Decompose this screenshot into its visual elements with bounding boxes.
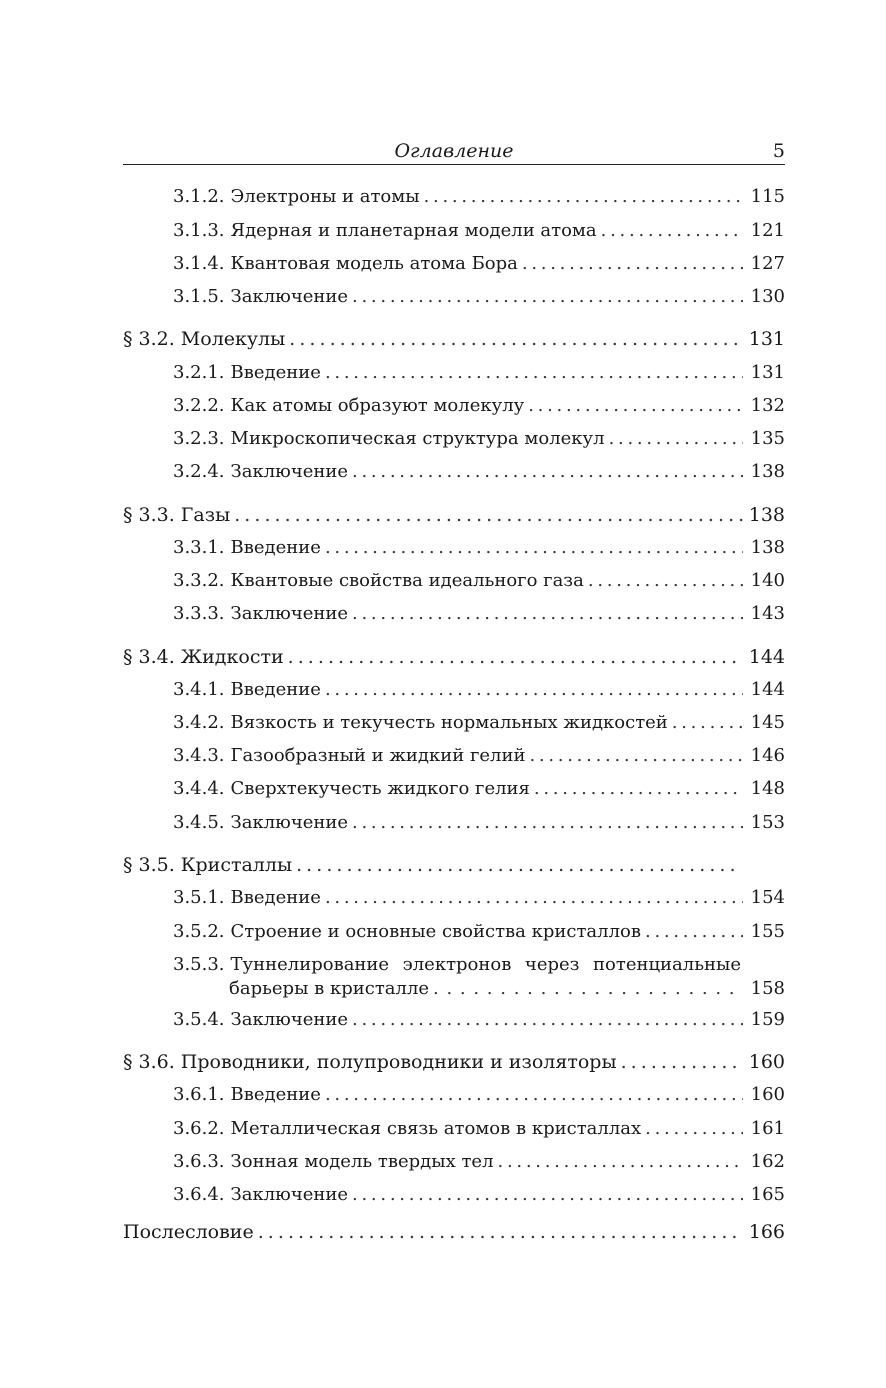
entry-number: 3.5.4. [173, 1009, 225, 1030]
toc-section[interactable] [123, 1221, 785, 1243]
entry-title: Заключение [230, 286, 349, 307]
entry-number: 3.4.2. [173, 712, 225, 733]
dot-leader [325, 887, 743, 909]
page-number: 5 [772, 140, 785, 162]
entry-number: 3.5.2. [173, 921, 225, 942]
toc-entry[interactable] [173, 395, 785, 417]
dot-leader [645, 1118, 743, 1140]
dot-leader [296, 854, 741, 876]
toc-entry[interactable] [173, 186, 785, 208]
entry-page: 145 [750, 712, 785, 733]
section-page: 144 [748, 646, 785, 668]
dot-leader [645, 921, 743, 943]
dot-leader [289, 328, 743, 350]
entry-page: 135 [750, 428, 785, 449]
toc-section[interactable] [123, 328, 785, 350]
entry-page: 144 [750, 679, 785, 700]
entry-number: 3.1.2. [173, 186, 225, 207]
dot-leader [352, 461, 743, 483]
entry-title: Как атомы образуют молекулу [230, 395, 525, 416]
entry-page: 161 [750, 1118, 785, 1139]
entry-page: 140 [750, 570, 785, 591]
entry-number: 3.2.2. [173, 395, 225, 416]
entry-title: Ядерная и планетарная модели атома [230, 220, 597, 241]
toc-entry[interactable] [173, 1118, 785, 1140]
section-title: Молекулы [180, 328, 286, 350]
entry-number: 3.1.5. [173, 286, 225, 307]
entry-title: Квантовые свойства идеального газа [230, 570, 584, 591]
entry-page: 115 [750, 186, 785, 207]
toc-section[interactable] [123, 646, 785, 668]
section-page: 160 [748, 1051, 785, 1073]
entry-page: 158 [750, 978, 785, 999]
entry-title-line-2: барьеры в кристалле [229, 978, 430, 999]
toc-section[interactable] [123, 504, 785, 526]
toc-entry[interactable] [173, 570, 785, 592]
section-number: § 3.2. [123, 328, 175, 350]
entry-title: Введение [230, 362, 321, 383]
dot-leader [352, 1009, 743, 1031]
entry-page: 130 [750, 286, 785, 307]
entry-title-line-1: Туннелирование электронов через потенциальные [230, 954, 741, 975]
entry-title: Заключение [230, 461, 349, 482]
toc-entry[interactable] [173, 286, 785, 308]
entry-page: 162 [750, 1151, 785, 1172]
entry-page: 159 [750, 1009, 785, 1030]
toc-entry[interactable] [173, 1084, 785, 1106]
entry-number: 3.4.3. [173, 745, 225, 766]
toc-entry[interactable] [173, 1009, 785, 1031]
dot-leader [352, 812, 743, 834]
entry-title: Заключение [230, 1184, 349, 1205]
toc-entry[interactable] [173, 887, 785, 909]
entry-page: 143 [750, 603, 785, 624]
entry-number: 3.4.4. [173, 778, 225, 799]
entry-page: 165 [750, 1184, 785, 1205]
entry-number: 3.6.4. [173, 1184, 225, 1205]
toc-section[interactable] [123, 854, 785, 876]
section-number: § 3.3. [123, 504, 175, 526]
section-page: 131 [748, 328, 785, 350]
section-number: § 3.4. [123, 646, 175, 668]
section-number: § 3.6. [123, 1051, 175, 1073]
dot-leader [352, 603, 743, 625]
section-title: Послесловие [123, 1221, 254, 1243]
dot-leader [325, 537, 743, 559]
entry-number: 3.6.2. [173, 1118, 225, 1139]
section-title: Жидкости [180, 646, 284, 668]
entry-title: Газообразный и жидкий гелий [230, 745, 526, 766]
entry-title: Строение и основные свойства кристаллов [230, 921, 641, 942]
dot-leader [498, 1151, 743, 1173]
page-title: Оглавление [394, 140, 514, 162]
entry-number: 3.3.1. [173, 537, 225, 558]
entry-page: 132 [750, 395, 785, 416]
entry-title: Введение [230, 1084, 321, 1105]
entry-page: 155 [750, 921, 785, 942]
entry-title: Сверхтекучесть жидкого гелия [230, 778, 530, 799]
section-number: § 3.5. [123, 854, 175, 876]
dot-leader [528, 395, 743, 417]
dot-leader [588, 570, 743, 592]
entry-title: Зонная модель твердых тел [230, 1151, 494, 1172]
entry-title: Введение [230, 887, 321, 908]
entry-page: 160 [750, 1084, 785, 1105]
entry-page: 146 [750, 745, 785, 766]
entry-page: 153 [750, 812, 785, 833]
entry-page: 138 [750, 537, 785, 558]
section-page: 138 [748, 504, 785, 526]
entry-title: Вязкость и текучесть нормальных жидкостей [230, 712, 668, 733]
dot-leader [234, 504, 743, 526]
dot-leader [621, 1051, 743, 1073]
entry-number: 3.5.3. [173, 954, 225, 975]
dot-leader [609, 428, 743, 450]
toc-entry[interactable] [173, 537, 785, 559]
section-title: Проводники, полупроводники и изоляторы [180, 1051, 617, 1073]
toc-entry[interactable] [173, 921, 785, 943]
dot-leader [424, 186, 743, 208]
running-header [123, 140, 785, 165]
toc-entry[interactable] [173, 362, 785, 384]
dot-leader [325, 679, 743, 701]
toc-entry[interactable] [173, 1184, 785, 1206]
dot-leader [433, 978, 743, 1000]
entry-number: 3.1.4. [173, 253, 225, 274]
entry-number: 3.4.1. [173, 679, 225, 700]
entry-page: 131 [750, 362, 785, 383]
section-title: Кристаллы [180, 854, 293, 876]
entry-page: 121 [750, 220, 785, 241]
dot-leader [672, 712, 743, 734]
toc-entry[interactable] [173, 603, 785, 625]
toc-entry[interactable] [173, 778, 785, 800]
entry-title: Введение [230, 537, 321, 558]
toc-section[interactable] [123, 1051, 785, 1073]
entry-title: Заключение [230, 1009, 349, 1030]
dot-leader [534, 778, 743, 800]
toc-entry[interactable] [173, 954, 785, 1000]
toc-entry[interactable] [173, 745, 785, 767]
toc-entry[interactable] [173, 428, 785, 450]
toc-entry[interactable] [173, 812, 785, 834]
dot-leader [325, 1084, 743, 1106]
toc-entry[interactable] [173, 679, 785, 701]
toc-entry[interactable] [173, 220, 785, 242]
dot-leader [325, 362, 743, 384]
entry-page: 154 [750, 887, 785, 908]
dot-leader [352, 286, 743, 308]
entry-page: 148 [750, 778, 785, 799]
toc-entry[interactable] [173, 712, 785, 734]
entry-number: 3.6.3. [173, 1151, 225, 1172]
entry-number: 3.3.2. [173, 570, 225, 591]
entry-title: Металлическая связь атомов в кристаллах [230, 1118, 642, 1139]
entry-page: 127 [750, 253, 785, 274]
entry-number: 3.2.4. [173, 461, 225, 482]
dot-leader [601, 220, 743, 242]
dot-leader [352, 1184, 743, 1206]
dot-leader [288, 646, 743, 668]
entry-title: Введение [230, 679, 321, 700]
entry-number: 3.2.1. [173, 362, 225, 383]
entry-page: 138 [750, 461, 785, 482]
dot-leader [258, 1221, 743, 1243]
entry-number: 3.1.3. [173, 220, 225, 241]
entry-title: Заключение [230, 603, 349, 624]
dot-leader [529, 745, 743, 767]
entry-title: Микроскопическая структура молекул [230, 428, 605, 449]
entry-title: Заключение [230, 812, 349, 833]
toc-entry[interactable] [173, 1151, 785, 1173]
section-page: 166 [748, 1221, 785, 1243]
section-title: Газы [180, 504, 231, 526]
entry-number: 3.6.1. [173, 1084, 225, 1105]
toc-entry[interactable] [173, 461, 785, 483]
entry-title: Квантовая модель атома Бора [230, 253, 518, 274]
entry-number: 3.5.1. [173, 887, 225, 908]
dot-leader [522, 253, 743, 275]
entry-title: Электроны и атомы [230, 186, 420, 207]
entry-number: 3.3.3. [173, 603, 225, 624]
toc-entry[interactable] [173, 253, 785, 275]
entry-number: 3.4.5. [173, 812, 225, 833]
entry-number: 3.2.3. [173, 428, 225, 449]
